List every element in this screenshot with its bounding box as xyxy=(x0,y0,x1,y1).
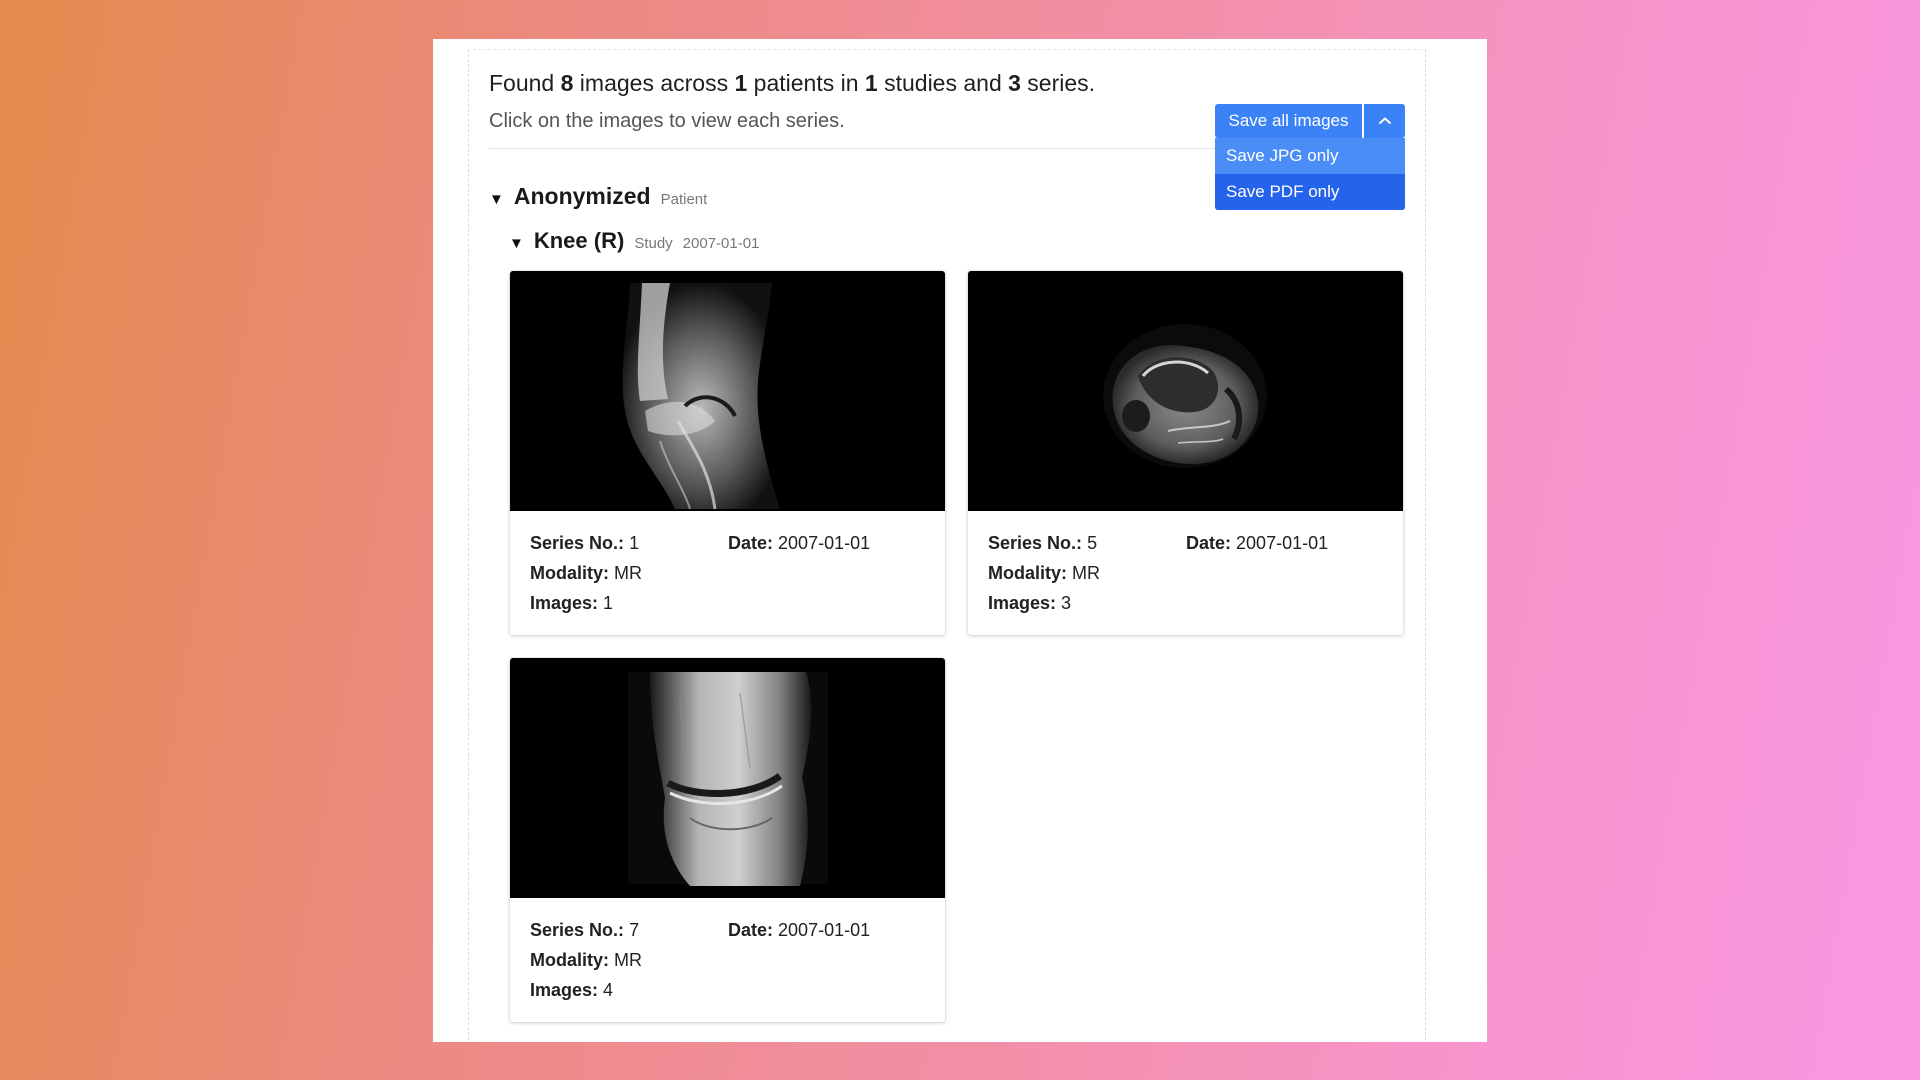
images-value: 3 xyxy=(1061,593,1072,613)
date-label: Date: xyxy=(728,533,774,553)
save-dropdown-menu xyxy=(1215,138,1405,210)
series-no-value: 1 xyxy=(629,533,640,553)
series-no-value: 7 xyxy=(629,920,640,940)
modality-label: Modality: xyxy=(988,563,1067,583)
results-panel xyxy=(433,39,1487,1042)
save-jpg-only-option[interactable]: Save JPG only xyxy=(1226,146,1339,165)
results-summary: Found 8 images across 1 patients in 1 studies and 3 series. xyxy=(489,70,1096,96)
series-thumbnail-axial[interactable] xyxy=(968,271,1403,511)
modality-label: Modality: xyxy=(530,563,609,583)
modality-label: Modality: xyxy=(530,950,609,970)
modality-value: MR xyxy=(614,563,643,583)
study-name: Knee (R) xyxy=(533,228,625,253)
series-card[interactable] xyxy=(968,271,1403,635)
collapse-triangle-icon[interactable]: ▼ xyxy=(509,235,524,252)
images-value: 1 xyxy=(603,593,614,613)
mri-axial-image xyxy=(968,271,1403,511)
date-value: 2007-01-01 xyxy=(1236,533,1329,553)
images-label: Images: xyxy=(530,980,599,1000)
mri-coronal-image xyxy=(510,658,945,898)
series-thumbnail-coronal[interactable] xyxy=(510,658,945,898)
date-label: Date: xyxy=(1186,533,1232,553)
date-value: 2007-01-01 xyxy=(778,920,871,940)
images-value: 4 xyxy=(603,980,614,1000)
patient-name: Anonymized xyxy=(513,183,651,209)
collapse-triangle-icon[interactable]: ▼ xyxy=(489,191,504,208)
study-header[interactable] xyxy=(509,228,759,254)
study-date: 2007-01-01 xyxy=(682,235,760,252)
series-card[interactable] xyxy=(510,658,945,1022)
save-dropdown-toggle[interactable] xyxy=(1364,104,1405,138)
patient-tag: Patient xyxy=(660,191,708,208)
study-tag: Study xyxy=(634,235,673,252)
series-no-label: Series No.: xyxy=(530,533,625,553)
date-label: Date: xyxy=(728,920,774,940)
save-all-images-button[interactable]: Save all images xyxy=(1215,104,1362,138)
series-card[interactable] xyxy=(510,271,945,635)
date-value: 2007-01-01 xyxy=(778,533,871,553)
images-label: Images: xyxy=(988,593,1057,613)
images-label: Images: xyxy=(530,593,599,613)
modality-value: MR xyxy=(614,950,643,970)
series-thumbnail-sagittal[interactable] xyxy=(510,271,945,511)
modality-value: MR xyxy=(1072,563,1101,583)
save-pdf-only-option[interactable]: Save PDF only xyxy=(1215,174,1405,210)
instructions-text: Click on the images to view each series. xyxy=(489,110,845,132)
chevron-up-icon xyxy=(1378,116,1392,126)
series-no-label: Series No.: xyxy=(530,920,625,940)
series-no-label: Series No.: xyxy=(988,533,1083,553)
patient-header[interactable] xyxy=(489,183,707,210)
series-no-value: 5 xyxy=(1087,533,1098,553)
mri-sagittal-image xyxy=(510,271,945,511)
